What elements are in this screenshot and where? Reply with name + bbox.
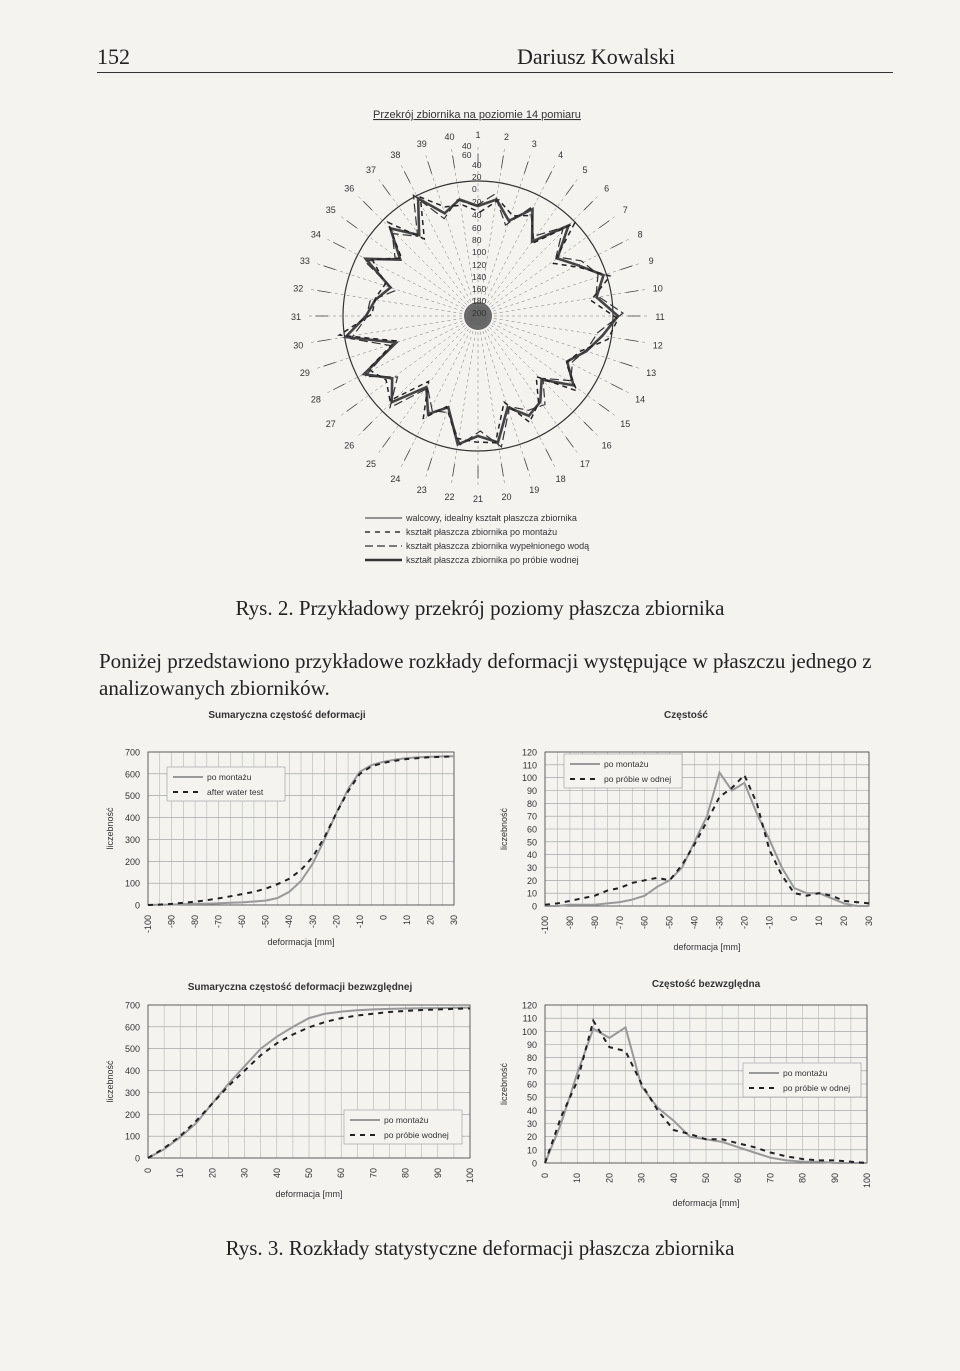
y-tick-label: 30 bbox=[526, 1119, 537, 1129]
radial-scale-label: 160 bbox=[472, 284, 487, 294]
y-tick-label: 80 bbox=[526, 1053, 537, 1064]
x-tick-label: -20 bbox=[331, 915, 342, 929]
x-tick-label: 40 bbox=[668, 1173, 679, 1184]
point-label: 18 bbox=[555, 474, 566, 485]
y-tick-label: 120 bbox=[521, 1000, 537, 1011]
point-label: 14 bbox=[635, 394, 646, 405]
x-tick-label: 90 bbox=[432, 1168, 443, 1179]
x-tick-label: -20 bbox=[739, 916, 750, 930]
point-label: 1 bbox=[475, 130, 481, 140]
point-label: 37 bbox=[366, 164, 377, 175]
point-label: 31 bbox=[290, 312, 302, 322]
y-axis-label: liczebność bbox=[499, 807, 509, 851]
x-tick-label: -60 bbox=[639, 916, 650, 930]
point-label: 24 bbox=[390, 474, 401, 485]
y-tick-label: 700 bbox=[124, 747, 140, 758]
y-tick-label: 90 bbox=[526, 1040, 537, 1050]
y-tick-label: 300 bbox=[124, 834, 140, 845]
chart-3 bbox=[105, 982, 475, 1199]
point-label: 15 bbox=[620, 418, 631, 429]
y-tick-label: 100 bbox=[521, 773, 537, 784]
radial-scale-label: 100 bbox=[472, 247, 487, 257]
point-label: 39 bbox=[416, 138, 427, 149]
x-tick-label: -30 bbox=[714, 916, 725, 930]
legend-label-after-test: kształt płaszcza zbiornika po próbie wodnej bbox=[406, 555, 579, 565]
point-label: 19 bbox=[529, 485, 540, 496]
radial-scale-label: 60 bbox=[462, 150, 472, 160]
radial-scale-label: 0 bbox=[472, 184, 477, 194]
y-tick-label: 120 bbox=[521, 747, 537, 758]
legend-label: po montażu bbox=[783, 1068, 828, 1078]
x-tick-label: -10 bbox=[354, 915, 365, 929]
point-label: 11 bbox=[655, 312, 665, 322]
radial-scale-label: 140 bbox=[472, 272, 487, 282]
figure-3-caption: Rys. 3. Rozkłady statystyczne deformacji płaszcza zbiornika bbox=[225, 1236, 735, 1260]
legend-label: po próbie wodnej bbox=[384, 1130, 449, 1140]
y-tick-label: 400 bbox=[124, 813, 140, 824]
chart-title: Sumaryczna częstość deformacji bezwzględnej bbox=[187, 982, 413, 993]
x-tick-label: -90 bbox=[564, 916, 575, 930]
point-label: 21 bbox=[472, 494, 484, 504]
y-axis-label: liczebność bbox=[499, 1062, 509, 1106]
y-tick-label: 0 bbox=[134, 900, 140, 911]
point-label: 33 bbox=[299, 255, 310, 266]
running-head-author: Dariusz Kowalski bbox=[517, 44, 676, 69]
body-paragraph: Poniżej przedstawiono przykładowe rozkłady deformacji występujące w płaszczu jednego z analizowanych zbiorników. bbox=[99, 649, 872, 700]
y-tick-label: 40 bbox=[526, 850, 537, 861]
y-tick-label: 400 bbox=[124, 1066, 140, 1077]
point-label: 28 bbox=[310, 394, 321, 405]
y-tick-label: 100 bbox=[124, 878, 140, 889]
x-tick-label: 60 bbox=[336, 1168, 347, 1179]
radial-scale-label: 120 bbox=[472, 260, 487, 270]
y-tick-label: 100 bbox=[521, 1026, 537, 1037]
x-tick-label: 70 bbox=[765, 1173, 776, 1184]
y-tick-label: 80 bbox=[526, 798, 537, 809]
y-tick-label: 50 bbox=[526, 837, 537, 848]
x-axis-label: deformacja [mm] bbox=[672, 1198, 740, 1208]
y-tick-label: 10 bbox=[526, 1145, 537, 1156]
x-tick-label: 30 bbox=[239, 1168, 250, 1179]
x-tick-label: 20 bbox=[207, 1168, 218, 1179]
point-label: 7 bbox=[622, 205, 628, 216]
point-label: 38 bbox=[390, 149, 401, 160]
y-tick-label: 20 bbox=[526, 1132, 537, 1143]
y-tick-label: 50 bbox=[526, 1092, 537, 1103]
point-label: 35 bbox=[325, 205, 336, 216]
x-tick-label: 50 bbox=[701, 1173, 711, 1184]
x-tick-label: 30 bbox=[864, 916, 874, 927]
x-tick-label: 0 bbox=[143, 1168, 153, 1174]
x-tick-label: 0 bbox=[540, 1173, 550, 1179]
point-label: 8 bbox=[637, 229, 643, 240]
x-tick-label: 80 bbox=[400, 1168, 411, 1179]
radial-scale-label: 20 bbox=[472, 197, 482, 207]
point-label: 29 bbox=[299, 368, 310, 379]
y-tick-label: 200 bbox=[124, 856, 140, 867]
y-tick-label: 20 bbox=[526, 875, 537, 886]
point-label: 40 bbox=[444, 132, 455, 143]
y-tick-label: 30 bbox=[526, 863, 537, 873]
y-tick-label: 60 bbox=[526, 1079, 537, 1090]
x-tick-label: 10 bbox=[401, 915, 412, 926]
point-label: 36 bbox=[344, 183, 355, 194]
point-label: 26 bbox=[344, 440, 355, 451]
x-tick-label: -100 bbox=[540, 916, 550, 935]
chart-legend bbox=[564, 754, 682, 788]
x-tick-label: 10 bbox=[175, 1168, 186, 1179]
x-tick-label: -100 bbox=[143, 915, 153, 934]
legend-label-filled: kształt płaszcza zbiornika wypełnionego wodą bbox=[406, 541, 590, 551]
x-tick-label: 0 bbox=[789, 916, 800, 922]
x-tick-label: -70 bbox=[213, 915, 224, 929]
y-tick-label: 70 bbox=[526, 1066, 537, 1077]
legend-label: po montażu bbox=[604, 759, 649, 769]
chart-4 bbox=[499, 979, 872, 1208]
radial-scale-label: 20 bbox=[472, 172, 482, 182]
x-tick-label: 20 bbox=[839, 916, 850, 927]
radial-scale-label: 40 bbox=[472, 210, 482, 220]
chart-title: Częstość bbox=[664, 710, 708, 721]
y-tick-label: 100 bbox=[124, 1131, 140, 1142]
x-tick-label: 100 bbox=[465, 1168, 475, 1184]
x-tick-label: -40 bbox=[689, 916, 700, 930]
chart-title: Sumaryczna częstość deformacji bbox=[208, 710, 366, 721]
point-label: 27 bbox=[325, 418, 336, 429]
x-tick-label: 90 bbox=[829, 1173, 840, 1184]
point-label: 10 bbox=[652, 283, 663, 294]
chart-legend bbox=[344, 1110, 462, 1144]
point-label: 2 bbox=[503, 132, 509, 143]
legend-label: po próbie w odnej bbox=[783, 1083, 851, 1093]
x-tick-label: 20 bbox=[604, 1173, 615, 1184]
point-label: 23 bbox=[416, 485, 427, 496]
page-number: 152 bbox=[97, 44, 130, 69]
radial-scale-label: 180 bbox=[472, 296, 487, 306]
y-tick-label: 0 bbox=[531, 1158, 537, 1169]
x-tick-label: 0 bbox=[378, 915, 389, 921]
y-tick-label: 300 bbox=[124, 1087, 140, 1098]
point-label: 4 bbox=[558, 149, 564, 160]
y-axis-label: liczebność bbox=[105, 807, 115, 850]
x-tick-label: 40 bbox=[271, 1168, 282, 1179]
x-tick-label: -50 bbox=[260, 915, 271, 929]
y-tick-label: 500 bbox=[124, 791, 140, 802]
chart-2 bbox=[499, 710, 874, 952]
radial-scale-label: 80 bbox=[472, 235, 482, 245]
y-axis-label: liczebność bbox=[105, 1060, 115, 1103]
x-tick-label: -30 bbox=[307, 915, 318, 929]
x-tick-label: 30 bbox=[636, 1173, 647, 1184]
y-tick-label: 40 bbox=[526, 1105, 537, 1116]
chart-legend bbox=[167, 767, 285, 801]
x-tick-label: -70 bbox=[614, 916, 625, 930]
y-tick-label: 200 bbox=[124, 1109, 140, 1120]
legend-label: after water test bbox=[207, 787, 264, 797]
point-label: 13 bbox=[646, 368, 657, 379]
radial-scale-label: 40 bbox=[462, 141, 472, 151]
x-tick-label: 80 bbox=[797, 1173, 808, 1184]
point-label: 25 bbox=[366, 459, 377, 470]
radial-scale-label: 40 bbox=[472, 160, 482, 170]
y-tick-label: 110 bbox=[522, 1013, 537, 1024]
chart-legend bbox=[743, 1063, 861, 1097]
y-tick-label: 0 bbox=[531, 901, 537, 912]
point-label: 32 bbox=[293, 283, 304, 294]
y-tick-label: 90 bbox=[526, 786, 537, 796]
legend-label: po próbie w odnej bbox=[604, 774, 672, 784]
x-tick-label: -40 bbox=[284, 915, 295, 929]
legend-label: po montażu bbox=[207, 772, 252, 782]
x-axis-label: deformacja [mm] bbox=[267, 937, 335, 947]
x-axis-label: deformacja [mm] bbox=[673, 942, 741, 952]
x-tick-label: -80 bbox=[589, 916, 600, 930]
point-label: 20 bbox=[501, 491, 512, 502]
radial-scale-label: 200 bbox=[472, 308, 487, 318]
y-tick-label: 70 bbox=[526, 811, 537, 822]
point-label: 9 bbox=[648, 255, 654, 266]
point-label: 3 bbox=[531, 138, 537, 149]
x-tick-label: 10 bbox=[814, 916, 825, 927]
y-tick-label: 500 bbox=[124, 1044, 140, 1055]
point-label: 22 bbox=[444, 491, 455, 502]
x-tick-label: -90 bbox=[166, 915, 177, 929]
point-label: 17 bbox=[579, 459, 590, 470]
radial-scale-label: 60 bbox=[472, 223, 482, 233]
x-tick-label: -10 bbox=[764, 916, 775, 930]
point-label: 12 bbox=[652, 340, 663, 351]
y-tick-label: 60 bbox=[526, 824, 537, 835]
legend-label-assembly: kształt płaszcza zbiornika po montażu bbox=[406, 527, 558, 537]
figure-2-caption: Rys. 2. Przykładowy przekrój poziomy płaszcza zbiornika bbox=[235, 596, 725, 620]
x-tick-label: 20 bbox=[425, 915, 436, 926]
x-tick-label: 30 bbox=[449, 915, 459, 926]
x-tick-label: -60 bbox=[237, 915, 248, 929]
x-tick-label: -50 bbox=[664, 916, 675, 930]
y-tick-label: 110 bbox=[522, 760, 537, 771]
x-axis-label: deformacja [mm] bbox=[275, 1189, 343, 1199]
point-label: 6 bbox=[604, 183, 610, 194]
y-tick-label: 10 bbox=[526, 888, 537, 899]
point-label: 34 bbox=[310, 229, 321, 240]
figure-2-title: Przekrój zbiornika na poziomie 14 pomiaru bbox=[373, 109, 581, 121]
point-label: 5 bbox=[582, 164, 588, 175]
y-tick-label: 0 bbox=[134, 1153, 140, 1164]
point-label: 16 bbox=[601, 440, 612, 451]
y-tick-label: 600 bbox=[124, 1022, 140, 1033]
legend-label: po montażu bbox=[384, 1115, 429, 1125]
legend-label-ideal: walcowy, idealny kształt płaszcza zbiornika bbox=[406, 513, 577, 523]
y-tick-label: 700 bbox=[124, 1000, 140, 1011]
point-label: 30 bbox=[293, 340, 304, 351]
x-tick-label: 70 bbox=[368, 1168, 379, 1179]
chart-1 bbox=[105, 710, 459, 947]
x-tick-label: -80 bbox=[190, 915, 201, 929]
x-tick-label: 100 bbox=[862, 1173, 872, 1189]
x-tick-label: 10 bbox=[572, 1173, 583, 1184]
chart-title: Częstość bezwzględna bbox=[651, 979, 761, 990]
y-tick-label: 600 bbox=[124, 769, 140, 780]
x-tick-label: 50 bbox=[304, 1168, 314, 1179]
x-tick-label: 60 bbox=[733, 1173, 744, 1184]
